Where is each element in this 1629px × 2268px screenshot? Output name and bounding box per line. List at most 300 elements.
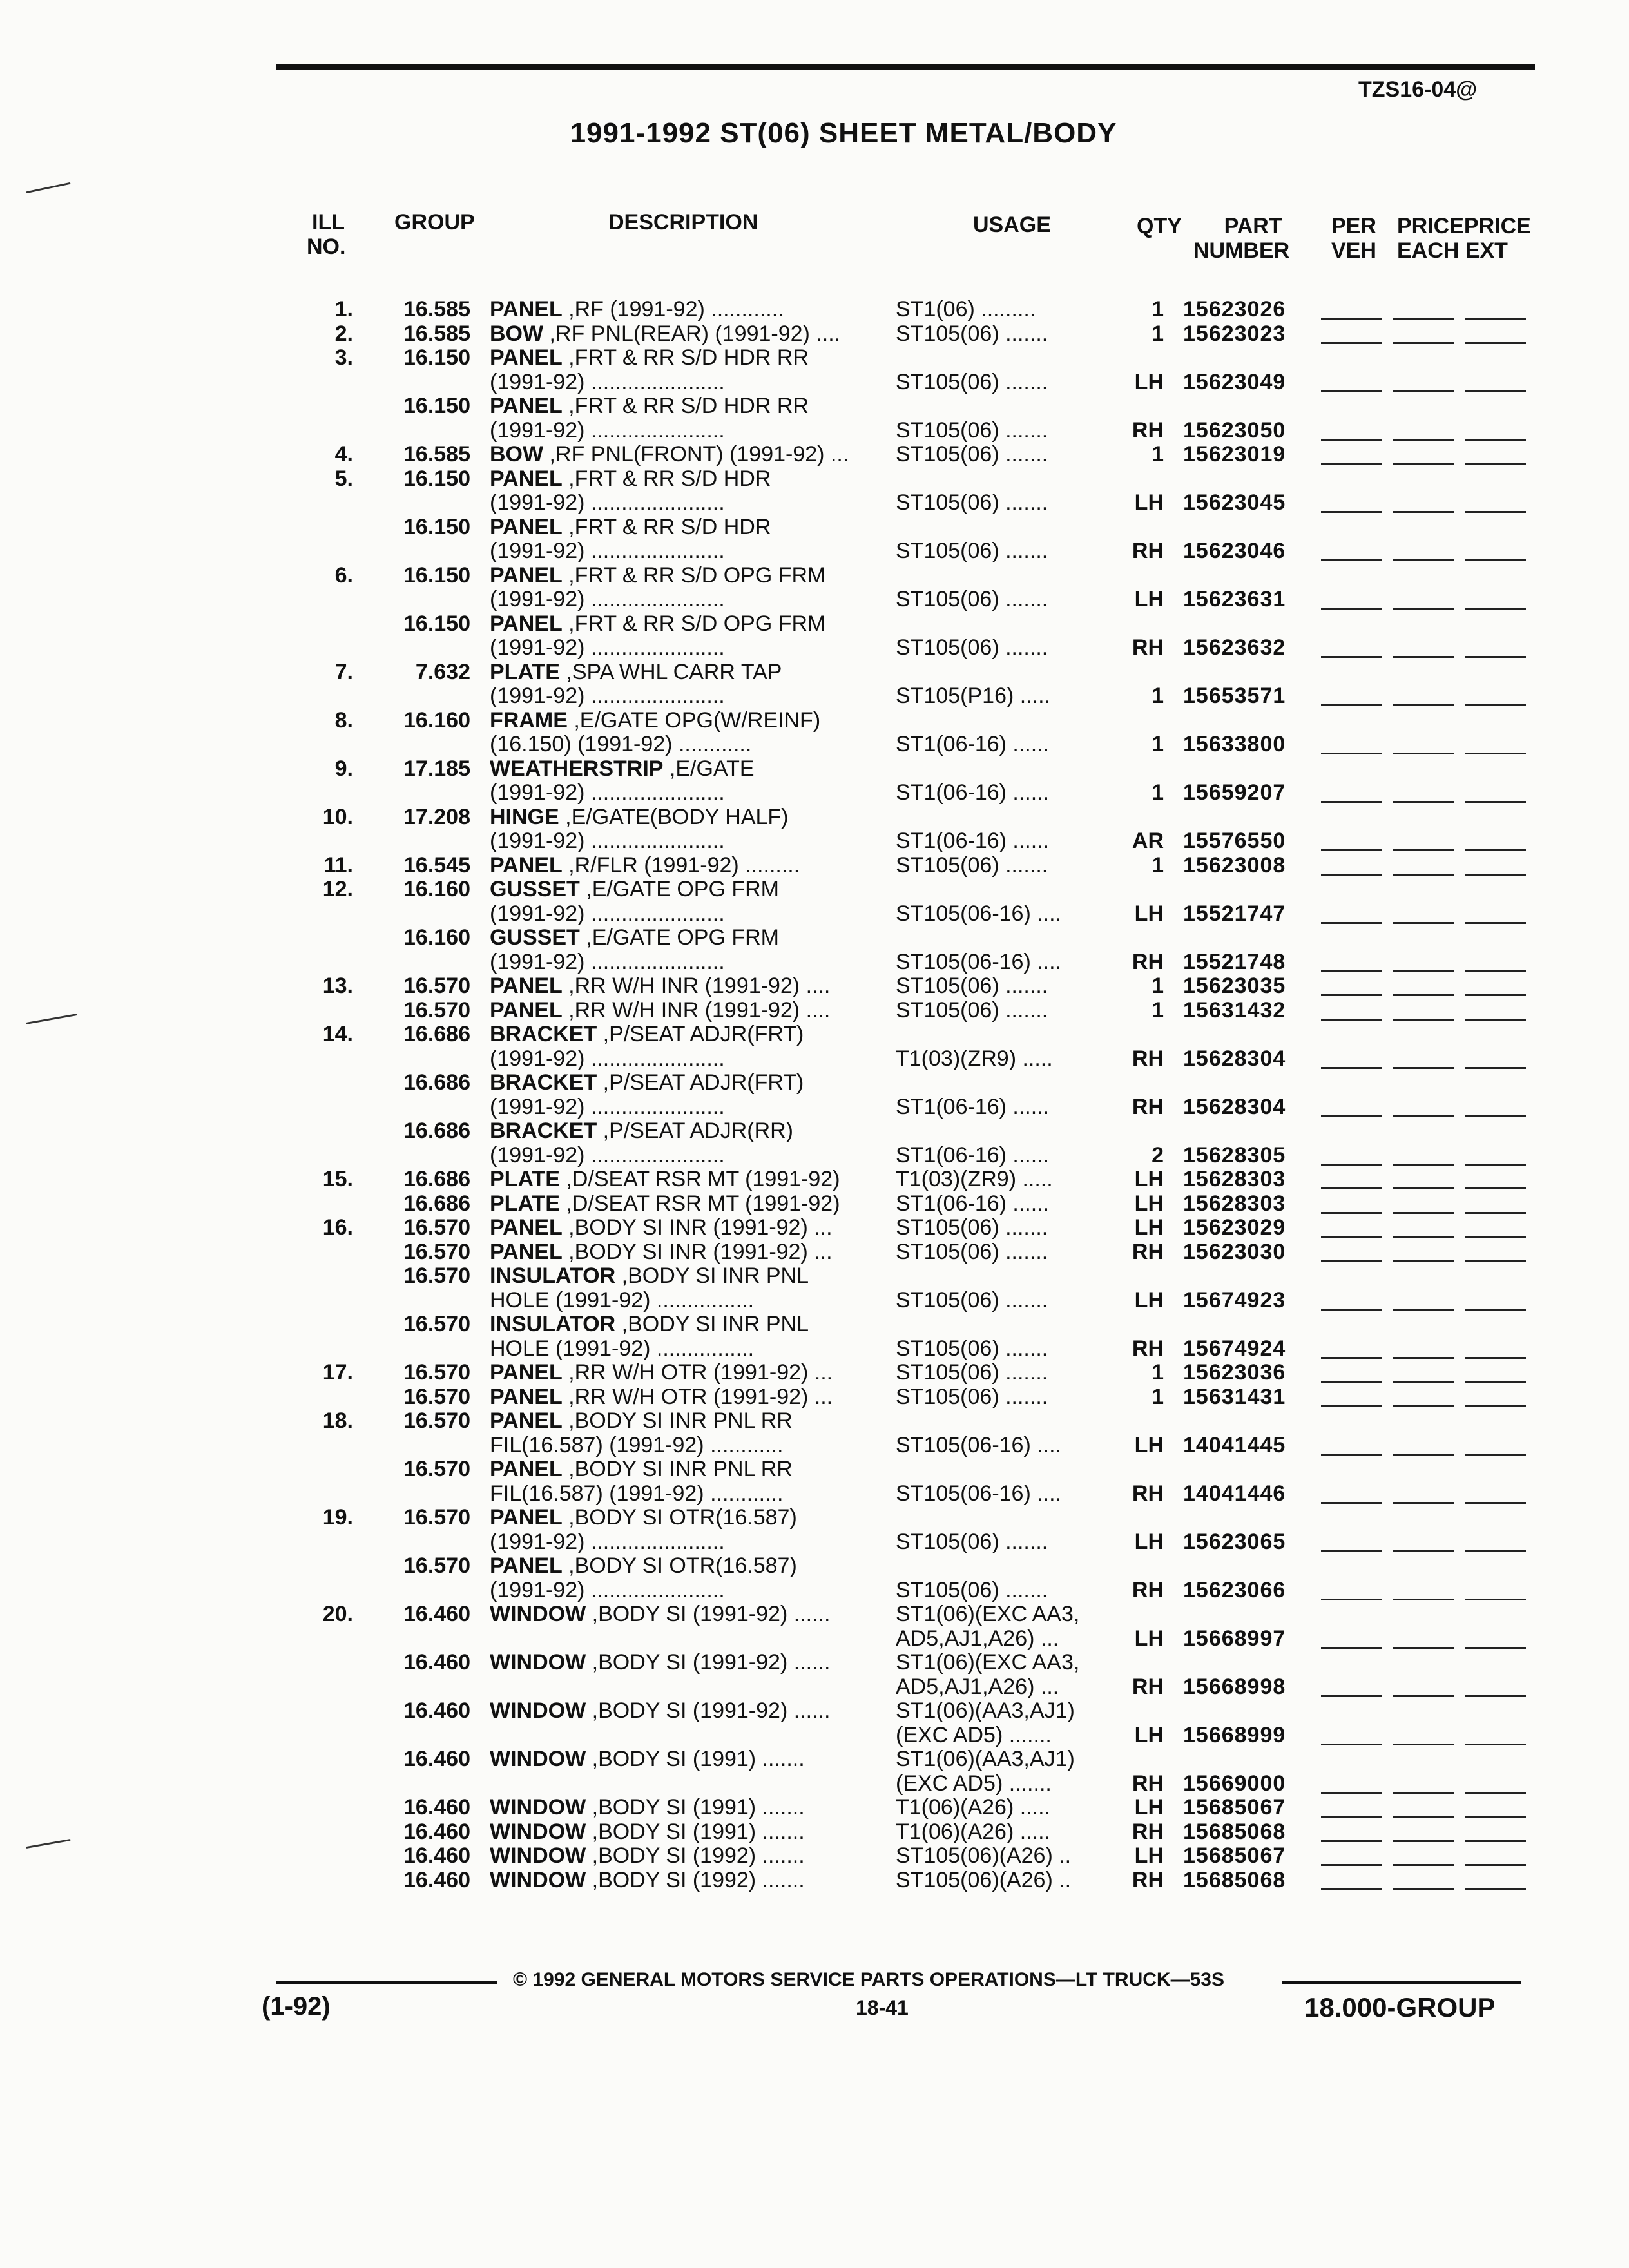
per-veh-blank [1321,1067,1382,1069]
description [490,296,888,322]
price-each-blank [1393,1236,1454,1238]
part-number: 15576550 [1183,829,1286,853]
quantity: LH [1134,1795,1164,1820]
usage: ST105(06) ....... [896,490,1048,515]
price-each-blank [1393,318,1454,320]
description-text: (1991-92) ...................... [490,829,725,853]
price-each-blank [1393,439,1454,441]
description [490,490,888,515]
price-each-blank [1393,801,1454,803]
description-text: ,D/SEAT RSR MT (1991-92) [559,1167,840,1191]
quantity: LH [1134,1722,1164,1747]
description-text: FIL(16.587) (1991-92) ............ [490,1481,784,1506]
usage: ST105(06) ....... [896,1529,1048,1554]
table-row [0,441,1629,467]
description-keyword: PANEL [490,1408,563,1433]
per-veh-blank [1321,994,1382,996]
description-text: (1991-92) ...................... [490,901,725,926]
description-text: ,BODY SI INR PNL [615,1312,809,1336]
footer-copyright: © 1992 GENERAL MOTORS SERVICE PARTS OPERATIONS—LT TRUCK—53S [513,1969,1224,1990]
quantity: 1 [1152,852,1164,878]
table-row [0,369,1629,395]
description [490,949,888,975]
description-text: ,BODY SI (1991-92) ...... [586,1698,831,1723]
part-number: 15623050 [1183,418,1286,443]
part-number: 15623046 [1183,539,1286,563]
description [490,418,888,443]
table-row [0,296,1629,322]
description [490,925,888,950]
description [490,973,888,999]
description-text: ,FRT & RR S/D OPG FRM [562,562,826,588]
per-veh-blank [1321,439,1382,441]
description [490,1456,888,1482]
table-row [0,490,1629,515]
description-text: ,P/SEAT ADJR(RR) [597,1119,794,1143]
description-text: (1991-92) ...................... [490,1094,725,1119]
group-number: 16.686 [403,1119,470,1143]
usage: ST1(06)(AA3,AJ1) [896,1698,1075,1723]
usage: ST1(06-16) ...... [896,1191,1050,1216]
description-text: (1991-92) ...................... [490,490,725,515]
ill-number: 12. [322,877,353,901]
description [490,1046,888,1072]
price-ext-blank [1465,1212,1526,1214]
table-row [0,707,1629,733]
usage: ST105(06) ....... [896,1287,1048,1312]
usage: (EXC AD5) ....... [896,1722,1052,1747]
description-keyword: GUSSET [490,877,580,901]
price-each-blank [1393,922,1454,924]
description [490,1287,888,1313]
usage: ST105(06-16) .... [896,901,1062,926]
per-veh-blank [1321,801,1382,803]
description-keyword: BRACKET [490,1119,597,1143]
usage: ST105(06) ....... [896,997,1048,1023]
group-number: 16.570 [403,1457,470,1481]
footer-rule-left [276,1981,497,1984]
description [490,1601,888,1627]
quantity: RH [1132,1336,1164,1361]
description-text: HOLE (1991-92) ................ [490,1287,755,1312]
quantity: LH [1134,901,1164,926]
price-ext-blank [1465,439,1526,441]
price-ext-blank [1465,1599,1526,1600]
price-ext-blank [1465,1115,1526,1117]
description-text: ,FRT & RR S/D OPG FRM [562,611,826,636]
price-ext-blank [1465,1067,1526,1069]
col-header-per-veh: PER VEH [1331,214,1376,263]
quantity: LH [1134,1843,1164,1868]
usage: AD5,AJ1,A26) ... [896,1674,1059,1699]
usage: (EXC AD5) ....... [896,1771,1052,1796]
usage: ST105(06) ....... [896,1336,1048,1361]
price-each-blank [1393,1019,1454,1021]
per-veh-blank [1321,874,1382,876]
per-veh-blank [1321,390,1382,392]
ill-number: 14. [322,1022,353,1046]
price-each-blank [1393,704,1454,706]
table-row [0,1408,1629,1434]
col-header-price: PRICEPRICE EACH EXT [1397,214,1531,263]
description-keyword: PANEL [490,852,563,878]
price-each-blank [1393,1840,1454,1842]
usage: T1(06)(A26) ..... [896,1819,1050,1844]
table-row [0,925,1629,950]
price-ext-blank [1465,801,1526,803]
description [490,683,888,709]
description-keyword: PANEL [490,394,563,418]
price-ext-blank [1465,463,1526,465]
table-row [0,1360,1629,1385]
footer-date: (1-92) [262,1992,331,2021]
description-keyword: WINDOW [490,1650,586,1675]
description-text: ,BODY SI (1991-92) ...... [586,1602,831,1626]
description [490,901,888,927]
usage: ST105(06) ....... [896,1239,1048,1264]
table-row [0,828,1629,854]
description-text: ,RF PNL(FRONT) (1991-92) ... [543,442,849,466]
group-number: 16.460 [403,1867,470,1892]
per-veh-blank [1321,608,1382,610]
price-ext-blank [1465,1744,1526,1745]
description-text: ,RR W/H INR (1991-92) .... [562,974,831,998]
description-text: ,BODY SI INR PNL RR [562,1457,793,1481]
price-each-blank [1393,1647,1454,1649]
quantity: 1 [1152,684,1164,708]
table-row [0,321,1629,347]
description-text: ,E/GATE OPG FRM [579,925,779,950]
table-row [0,683,1629,709]
price-ext-blank [1465,970,1526,972]
description [490,804,888,830]
quantity: RH [1132,635,1164,660]
per-veh-blank [1321,1019,1382,1021]
description-text: ,R/FLR (1991-92) ......... [562,852,800,878]
group-number: 16.570 [403,997,470,1023]
quantity: RH [1132,1867,1164,1892]
col-header-usage: USAGE [973,213,1051,237]
scan-mark [26,182,70,193]
quantity: 1 [1152,974,1164,998]
description-keyword: PLATE [490,1191,560,1216]
table-row [0,393,1629,419]
description [490,1191,888,1216]
ill-number: 1. [334,297,353,322]
table-row [0,1456,1629,1482]
per-veh-blank [1321,753,1382,754]
price-each-blank [1393,1381,1454,1383]
table-row [0,1311,1629,1337]
table-row [0,1504,1629,1530]
part-number: 15659207 [1183,780,1286,805]
description [490,1239,888,1265]
part-number: 15521747 [1183,901,1286,926]
table-row [0,1263,1629,1289]
table-row [0,1867,1629,1893]
description [490,852,888,878]
part-number: 15623065 [1183,1529,1286,1554]
description [490,1529,888,1555]
price-ext-blank [1465,1164,1526,1166]
quantity: RH [1132,1046,1164,1071]
per-veh-blank [1321,1381,1382,1383]
description [490,1577,888,1603]
usage: ST105(06)(A26) .. [896,1867,1072,1892]
price-each-blank [1393,1550,1454,1552]
description [490,321,888,347]
usage: T1(03)(ZR9) ..... [896,1046,1053,1071]
per-veh-blank [1321,511,1382,513]
part-number: 14041445 [1183,1432,1286,1457]
description-keyword: BRACKET [490,1022,597,1046]
description-text: ,BODY SI INR PNL [615,1264,809,1288]
part-number: 15628305 [1183,1142,1286,1168]
description-keyword: WINDOW [490,1698,586,1723]
price-ext-blank [1465,390,1526,392]
quantity: RH [1132,418,1164,443]
per-veh-blank [1321,1309,1382,1311]
part-number: 15631432 [1183,997,1286,1023]
table-row [0,1432,1629,1458]
description-keyword: PANEL [490,997,563,1023]
part-number: 15623036 [1183,1360,1286,1385]
description-text: (16.150) (1991-92) ............ [490,732,752,756]
description-text: ,FRT & RR S/D HDR [562,514,771,539]
description [490,731,888,757]
table-row [0,562,1629,588]
description-keyword: WINDOW [490,1843,586,1868]
ill-number: 8. [334,707,353,733]
group-number: 16.150 [403,466,470,491]
description [490,1867,888,1893]
table-row [0,1239,1629,1265]
price-each-blank [1393,1864,1454,1866]
quantity: LH [1134,1215,1164,1240]
ill-number: 19. [322,1505,353,1530]
description-text: (1991-92) ...................... [490,587,725,611]
description-keyword: PANEL [490,297,563,322]
description-keyword: BRACKET [490,1070,597,1095]
part-number: 15623026 [1183,297,1286,322]
part-number: 15628304 [1183,1094,1286,1119]
table-row [0,611,1629,637]
price-ext-blank [1465,1187,1526,1189]
description [490,1432,888,1458]
description-keyword: PANEL [490,345,563,370]
group-number: 16.585 [403,442,470,466]
description-keyword: PANEL [490,1505,563,1530]
description-text: (1991-92) ...................... [490,369,725,394]
description-keyword: WINDOW [490,1867,586,1892]
ill-number: 17. [322,1360,353,1385]
part-number: 15623632 [1183,635,1286,660]
part-number: 15623631 [1183,587,1286,611]
description-keyword: FRAME [490,707,568,733]
description [490,1094,888,1120]
table-row [0,731,1629,757]
price-ext-blank [1465,342,1526,344]
table-row [0,1384,1629,1410]
part-number: 15668997 [1183,1626,1286,1651]
per-veh-blank [1321,922,1382,924]
quantity: LH [1134,587,1164,611]
part-number: 15685068 [1183,1867,1286,1892]
usage: ST1(06)(AA3,AJ1) [896,1747,1075,1771]
table-row [0,1070,1629,1095]
per-veh-blank [1321,559,1382,561]
table-row [0,997,1629,1023]
description-text: ,P/SEAT ADJR(FRT) [597,1022,804,1046]
price-ext-blank [1465,1647,1526,1649]
quantity: 1 [1152,321,1164,346]
price-each-blank [1393,753,1454,754]
description [490,441,888,467]
per-veh-blank [1321,1816,1382,1818]
description [490,1553,888,1579]
table-row [0,1287,1629,1313]
price-each-blank [1393,342,1454,344]
per-veh-blank [1321,1260,1382,1262]
table-row [0,659,1629,685]
table-row [0,1577,1629,1603]
table-row [0,466,1629,492]
group-number: 16.460 [403,1650,470,1675]
table-row [0,1142,1629,1168]
document-code: TZS16-04@ [1358,77,1478,102]
table-row [0,538,1629,564]
usage: ST1(06) ......... [896,297,1036,322]
ill-number: 18. [322,1408,353,1433]
ill-number: 13. [322,974,353,998]
quantity: 1 [1152,780,1164,805]
description-text: (1991-92) ...................... [490,780,725,805]
description-keyword: PANEL [490,1215,563,1240]
ill-number: 6. [334,562,353,588]
description-text: ,RR W/H OTR (1991-92) ... [562,1360,833,1385]
description-keyword: PANEL [490,1239,563,1264]
description-keyword: BOW [490,321,544,346]
group-number: 16.160 [403,925,470,950]
description-keyword: WINDOW [490,1819,586,1844]
description-text: ,BODY SI (1991) ....... [586,1747,805,1771]
description [490,1311,888,1337]
group-number: 16.570 [403,1215,470,1240]
part-number: 15628304 [1183,1046,1286,1071]
usage: ST1(06-16) ...... [896,780,1050,805]
description-text: (1991-92) ...................... [490,949,725,974]
per-veh-blank [1321,1187,1382,1189]
description-text: ,BODY SI (1991) ....... [586,1819,805,1844]
table-row [0,586,1629,612]
group-number: 16.585 [403,321,470,346]
usage: ST105(06-16) .... [896,949,1062,974]
group-number: 16.150 [403,394,470,418]
part-number: 15685067 [1183,1843,1286,1868]
price-ext-blank [1465,1309,1526,1311]
table-row [0,1021,1629,1047]
table-row [0,1336,1629,1361]
price-ext-blank [1465,1405,1526,1407]
description [490,1142,888,1168]
table-row [0,756,1629,782]
group-number: 16.460 [403,1602,470,1626]
description [490,345,888,370]
usage: ST105(06) ....... [896,442,1048,466]
group-number: 16.160 [403,877,470,901]
price-each-blank [1393,1405,1454,1407]
ill-number: 16. [322,1215,353,1240]
quantity: LH [1134,1432,1164,1457]
quantity: 1 [1152,442,1164,466]
part-number: 15633800 [1183,732,1286,756]
ill-number: 7. [334,659,353,684]
part-number: 15623029 [1183,1215,1286,1240]
table-row [0,635,1629,660]
usage: ST105(06) ....... [896,369,1048,394]
price-ext-blank [1465,994,1526,996]
col-header-part-number: PART NUMBER [1193,214,1290,263]
description [490,1481,888,1506]
part-number: 15685067 [1183,1795,1286,1820]
price-ext-blank [1465,1357,1526,1359]
price-each-blank [1393,656,1454,658]
usage: T1(06)(A26) ..... [896,1795,1050,1820]
price-each-blank [1393,994,1454,996]
table-row [0,1771,1629,1796]
description-text: ,BODY SI (1992) ....... [586,1867,805,1892]
group-number: 16.570 [403,1553,470,1578]
description-keyword: PANEL [490,1457,563,1481]
quantity: 1 [1152,997,1164,1023]
part-number: 15623035 [1183,974,1286,998]
description [490,1360,888,1385]
quantity: RH [1132,539,1164,563]
quantity: RH [1132,1674,1164,1699]
per-veh-blank [1321,1164,1382,1166]
description-keyword: PANEL [490,466,563,491]
usage: ST105(06)(A26) .. [896,1843,1072,1868]
description-text: ,E/GATE [663,756,755,781]
price-ext-blank [1465,1381,1526,1383]
per-veh-blank [1321,1864,1382,1866]
part-number: 15521748 [1183,949,1286,974]
usage: ST105(P16) ..... [896,684,1050,708]
description-text: (1991-92) ...................... [490,1529,725,1554]
quantity: 2 [1152,1142,1164,1168]
quantity: 1 [1152,732,1164,756]
part-number: 15623030 [1183,1239,1286,1264]
top-rule [276,64,1535,70]
price-each-blank [1393,874,1454,876]
group-number: 16.460 [403,1819,470,1844]
price-each-blank [1393,1744,1454,1745]
description-text: (1991-92) ...................... [490,1142,725,1168]
description-keyword: PANEL [490,1360,563,1385]
quantity: RH [1132,949,1164,974]
description [490,707,888,733]
description-text: ,BODY SI OTR(16.587) [562,1505,797,1530]
part-number: 15631431 [1183,1384,1286,1409]
price-each-blank [1393,1115,1454,1117]
per-veh-blank [1321,1236,1382,1238]
table-row [0,418,1629,443]
description [490,876,888,902]
per-veh-blank [1321,318,1382,320]
description-text: ,BODY SI (1991-92) ...... [586,1650,831,1675]
usage: ST105(06-16) .... [896,1481,1062,1506]
description [490,1794,888,1820]
